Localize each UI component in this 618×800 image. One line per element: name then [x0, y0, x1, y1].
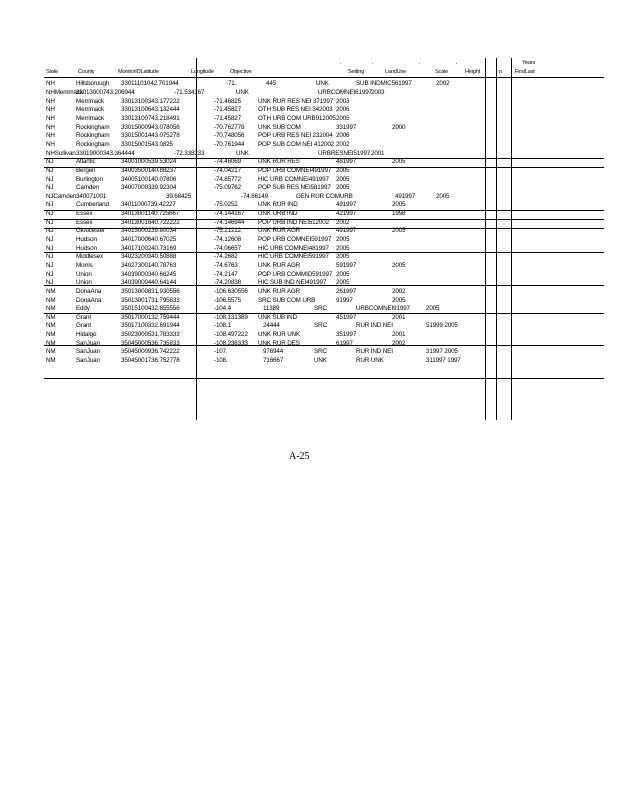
table-cell: SUB INDMIC561997 [356, 80, 412, 87]
table-cell: UNK [314, 357, 327, 364]
table-cell: 2002 [392, 340, 406, 347]
table-cell: 2001 [392, 331, 406, 338]
table-cell: -74.20838 [214, 279, 242, 286]
table-cell: RUR UNK [356, 357, 384, 364]
header-tick: ' [372, 63, 373, 69]
header-state: State [46, 69, 59, 75]
table-cell: SRC [314, 348, 327, 355]
table-cell: Hidalgo [76, 331, 97, 338]
table-cell: NM [46, 331, 56, 338]
table-cell: 91997 [336, 297, 353, 304]
table-cell: -108.1 [214, 322, 231, 329]
table-cell: NM [46, 314, 56, 321]
table-cell: 716667 [263, 357, 284, 364]
table-cell: 31997 2005 [426, 348, 458, 355]
table-cell: 34015000239.80034 [121, 227, 177, 234]
table-cell: NJ [46, 184, 54, 191]
column-rule [485, 58, 486, 420]
table-cell: 33013100743.218491 [121, 115, 180, 122]
table-cell: NM [46, 340, 56, 347]
table-cell: UNK RUR RES NEI 371997 [258, 98, 334, 105]
table-cell: RUR IND NEI [356, 322, 393, 329]
header-tick: ' [456, 63, 457, 69]
table-cell: 11389 [263, 305, 280, 312]
table-cell: NH [46, 132, 55, 139]
table-cell: -71. [226, 80, 237, 87]
table-cell: 33013100343.177222 [121, 98, 180, 105]
table-cell: NJ [46, 279, 54, 286]
table-cell: Merrimack [76, 106, 105, 113]
table-cell: 2001 [392, 314, 406, 321]
table-cell: 2002 [336, 141, 350, 148]
table-cell: HIC URB COMNEI491997 [258, 176, 329, 183]
table-cell: -106.630556 [214, 288, 248, 295]
header-first-last: FirstLast [515, 69, 535, 75]
table-cell: NH [46, 80, 55, 87]
table-cell: UNK SUB COM [258, 124, 301, 131]
table-cell: -74.144167 [214, 210, 245, 217]
table-cell: 351997 [336, 331, 357, 338]
table-cell: 33019000343.364444 [76, 150, 135, 157]
table-cell: 34013001640.722222 [121, 219, 180, 226]
table-cell: -108.497222 [214, 331, 248, 338]
table-cell: 2005 [426, 305, 440, 312]
header-scale: Scale [435, 69, 448, 75]
table-cell: NJCamden [46, 193, 77, 200]
table-cell: NH [46, 98, 55, 105]
table-cell: 451997 [336, 314, 357, 321]
table-cell: 2005 [392, 227, 406, 234]
table-cell: UNK RUR UNK [258, 331, 301, 338]
table-cell: -71.46825 [214, 98, 242, 105]
header-monitor-latitude: MonitorIDLatitude [118, 69, 159, 75]
table-cell: Hudson [76, 236, 97, 243]
table-cell: NH [46, 141, 55, 148]
table-cell: 34039000440.64144 [121, 279, 177, 286]
table-cell: NJ [46, 262, 54, 269]
table-cell: POP SUB COM NEI 412002 [258, 141, 335, 148]
table-cell: UNK RUR AGR [258, 227, 301, 234]
table-cell: Camden [76, 184, 99, 191]
table-cell: -106.5575 [214, 297, 242, 304]
table-cell: 2005 [392, 297, 406, 304]
table-cell: UNK RUR AGR [258, 288, 301, 295]
header-n: n [499, 69, 502, 75]
table-cell: UNK [236, 150, 249, 157]
table-cell: URBRESNEI51997 [318, 150, 371, 157]
table-cell: 51999 2005 [426, 322, 458, 329]
table-cell: 35013001731.795833 [121, 297, 180, 304]
table-cell: Hillsborough [76, 80, 110, 87]
table-cell: Merrimack [76, 115, 105, 122]
table-cell: Hudson [76, 245, 97, 252]
table-cell: 2005 [336, 167, 350, 174]
table-cell: 33015000943.078056 [121, 124, 180, 131]
table-cell: 2005 [392, 201, 406, 208]
table-cell: 33015001543.0825 [121, 141, 173, 148]
table-cell: SanJuan [76, 357, 100, 364]
table-cell: -71.45827 [214, 106, 242, 113]
table-cell: 33011101042.701944 [121, 80, 179, 87]
table-cell: Union [76, 279, 92, 286]
table-cell: Merrimack [76, 98, 105, 105]
table-cell: 24444 [263, 322, 280, 329]
table-cell: 481997 [336, 158, 357, 165]
table-cell: Essex [76, 219, 93, 226]
table-cell: HIC SUB IND NEI491997 [258, 279, 327, 286]
table-cell: Rockingham [76, 124, 110, 131]
table-cell: 2005 [336, 115, 350, 122]
header-objective: Objective [230, 69, 252, 75]
table-cell: 33013100643.132444 [121, 106, 180, 113]
table-cell: -74.146944 [214, 219, 245, 226]
table-cell: 35023000531.783333 [121, 331, 180, 338]
table-cell: SRC SUB COM URB [258, 297, 316, 304]
table-cell: POP URB COMNEI591997 [258, 236, 332, 243]
header-height: Height [465, 69, 480, 75]
table-cell: NJ [46, 167, 54, 174]
table-cell: NM [46, 348, 56, 355]
table-cell: 491997 [336, 227, 357, 234]
table-cell: -70.748056 [214, 132, 245, 139]
table-cell: -74.86149 [241, 193, 269, 200]
table-cell: -75.0252 [214, 201, 238, 208]
column-rule [511, 58, 512, 420]
table-cell: OTH URB COM URB912005 [258, 115, 336, 122]
table-cell: NJ [46, 210, 54, 217]
table-cell: 2006 [336, 132, 350, 139]
table-cell: Eddy [76, 305, 90, 312]
table-cell: SRC [314, 322, 327, 329]
table-cell: -70.761944 [214, 141, 245, 148]
table-cell: 2006 [336, 106, 350, 113]
table-cell: Gloucester [76, 227, 105, 234]
table-cell: -71.45827 [214, 115, 242, 122]
table-cell: Morris [76, 262, 93, 269]
table-cell: NM [46, 288, 56, 295]
table-cell: -74.06657 [214, 245, 242, 252]
table-cell: 2005 [336, 236, 350, 243]
table-cell: 2003 [371, 89, 385, 96]
table-cell: OTH SUB RES NEI 342003 [258, 106, 333, 113]
table-cell: NJ [46, 253, 54, 260]
table-cell: HIC URB COMNEI481997 [258, 245, 329, 252]
table-cell: Atlantic [76, 158, 96, 165]
table-cell: Grant [76, 314, 91, 321]
table-cell: HIC URB COMNEI591997 [258, 253, 329, 260]
table-cell: UNK URB IND [258, 210, 298, 217]
table-cell: 35013000831.930556 [121, 288, 180, 295]
table-cell: Burlington [76, 176, 103, 183]
table-cell: 976944 [263, 348, 284, 355]
table-cell: POP URB IND NEI512002 [258, 219, 329, 226]
table-cell: -104.4 [214, 305, 231, 312]
table-cell: 34013001140.725667 [121, 210, 180, 217]
table-cell: 34001000539.53024 [121, 158, 177, 165]
table-cell: UNK RUR RES [258, 158, 300, 165]
table-cell: -70.762778 [214, 124, 245, 131]
table-cell: 35015100432.855556 [121, 305, 180, 312]
table-cell: 2005 [336, 245, 350, 252]
table-cell: 2002 [392, 288, 406, 295]
table-cell: 33015001443.075278 [121, 132, 180, 139]
table-cell: UNK RUR DES [258, 340, 300, 347]
table-cell: 591997 [336, 262, 357, 269]
table-cell: 34011000739.42227 [121, 201, 176, 208]
table-cell: NJ [46, 176, 54, 183]
table-cell: NM [46, 322, 56, 329]
table-cell: 311997 1997 [426, 357, 461, 364]
table-cell: UNK SUB IND [258, 314, 297, 321]
table-cell: URBCOMNEI91997 [356, 305, 410, 312]
table-cell: 1998 [392, 210, 406, 217]
table-cell: 491997 [336, 201, 357, 208]
table-cell: 33013000743.206944 [76, 89, 135, 96]
table-cell: 331997 [336, 124, 357, 131]
table-cell: Grant [76, 322, 91, 329]
table-cell: 2003 [336, 98, 350, 105]
table-cell: UNK RUR IND [258, 201, 298, 208]
table-cell: Cumberland [76, 201, 109, 208]
table-cell: NM [46, 297, 56, 304]
table-cell: NJ [46, 271, 54, 278]
table-cell: URBCOMNEI61997 [318, 89, 372, 96]
header-setting: Setting [348, 69, 365, 75]
table-cell: 2002 [336, 219, 350, 226]
column-rule [196, 58, 197, 420]
table-cell: -74.04217 [214, 167, 242, 174]
table-cell: DonaAna [76, 297, 102, 304]
table-cell: POP URB COMMID591997 [258, 271, 333, 278]
table-cell: 491997 [395, 193, 416, 200]
table-cell: -74.85772 [214, 176, 242, 183]
table-cell: Rockingham [76, 132, 110, 139]
table-cell: 34027300140.78763 [121, 262, 177, 269]
table-cell: 2002 [436, 80, 450, 87]
table-cell: Union [76, 271, 92, 278]
table-cell: NJ [46, 227, 54, 234]
table-cell: POP URB COMNEI491997 [258, 167, 332, 174]
table-cell: -75.21212 [214, 227, 242, 234]
table-cell: UNK [316, 80, 329, 87]
table-cell: NH [46, 115, 55, 122]
table-cell: Middlesex [76, 253, 103, 260]
page-number: A-25 [289, 451, 310, 462]
table-cell: DonaAna [76, 288, 102, 295]
table-cell: -108.131389 [214, 314, 248, 321]
header-county: County [78, 69, 95, 75]
table-cell: 2005 [336, 253, 350, 260]
table-cell: NJ [46, 236, 54, 243]
table-cell: 35017000132.759444 [121, 314, 180, 321]
table-cell: 2005 [392, 262, 406, 269]
table-cell: 261997 [336, 288, 357, 295]
header-land-use: LandUse [385, 69, 406, 75]
table-cell: POP URB RES NEI 232004 [258, 132, 333, 139]
table-cell: NH [46, 106, 55, 113]
table-cell: 39.68425 [166, 193, 192, 200]
table-cell: -74.2682 [214, 253, 238, 260]
table-cell: UNK RUR AGR [258, 262, 301, 269]
table-cell: 2005 [336, 279, 350, 286]
table-cell: 2005 [392, 158, 406, 165]
table-cell: NJ [46, 219, 54, 226]
header-longitude: Longitude [191, 69, 214, 75]
table-cell: NJ [46, 201, 54, 208]
table-cell: 35017100332.691944 [121, 322, 180, 329]
column-rule [496, 58, 497, 420]
table-cell: -74.6763 [214, 262, 238, 269]
table-cell: 445 [266, 80, 277, 87]
row-separator [44, 378, 604, 379]
table-cell: 35045000936.742222 [121, 348, 180, 355]
table-cell: 34003500140.88237 [121, 167, 177, 174]
table-cell: NH [46, 124, 55, 131]
header-tick: ' [419, 63, 420, 69]
table-cell: Bergen [76, 167, 96, 174]
table-cell: SanJuan [76, 348, 100, 355]
table-cell: -71.534167 [174, 89, 205, 96]
table-cell: 2005 [436, 193, 450, 200]
header-tick: ' [340, 63, 341, 69]
table-cell: NM [46, 357, 56, 364]
table-cell: GEN RUR COMURB [296, 193, 353, 200]
table-cell: 34005100140.07806 [121, 176, 177, 183]
table-cell: NHMerrimack [46, 89, 83, 96]
header-years: Years [522, 60, 536, 66]
table-cell: NHSullivan [46, 150, 76, 157]
row-separator [44, 77, 604, 78]
table-cell: 34017000640.67025 [121, 236, 177, 243]
table-cell: -75.09762 [214, 184, 242, 191]
table-cell: 2005 [336, 184, 350, 191]
table-cell: 34017100240.73169 [121, 245, 177, 252]
table-cell: -72.338333 [174, 150, 205, 157]
table-cell: 2005 [336, 271, 350, 278]
table-cell: 61997 [336, 340, 353, 347]
table-cell: 34007000339.92304 [121, 184, 177, 191]
table-cell: SanJuan [76, 340, 100, 347]
table-cell: -74.12608 [214, 236, 242, 243]
table-cell: NJ [46, 245, 54, 252]
table-cell: SRC [314, 305, 327, 312]
table-cell: 35045000536.735833 [121, 340, 180, 347]
table-cell: 34039000340.66245 [121, 271, 177, 278]
table-cell: -107. [214, 348, 228, 355]
table-cell: 2000 [392, 124, 406, 131]
table-cell: RUR IND NEI [356, 348, 393, 355]
table-cell: -74.46069 [214, 158, 242, 165]
table-cell: 421997 [336, 210, 357, 217]
table-cell: NJ [46, 158, 54, 165]
table-cell: -108.238333 [214, 340, 248, 347]
table-cell: 340071001 [76, 193, 107, 200]
table-cell: UNK [236, 89, 249, 96]
table-cell: Essex [76, 210, 93, 217]
table-cell: -108. [214, 357, 228, 364]
table-cell: Rockingham [76, 141, 110, 148]
table-cell: 35045001736.752778 [121, 357, 180, 364]
table-cell: NM [46, 305, 56, 312]
table-cell: 2001 [371, 150, 385, 157]
table-cell: 34023200340.50888 [121, 253, 177, 260]
table-cell: POP SUB RES NEI581997 [258, 184, 331, 191]
table-cell: 2005 [336, 176, 350, 183]
table-cell: -74.2147 [214, 271, 238, 278]
